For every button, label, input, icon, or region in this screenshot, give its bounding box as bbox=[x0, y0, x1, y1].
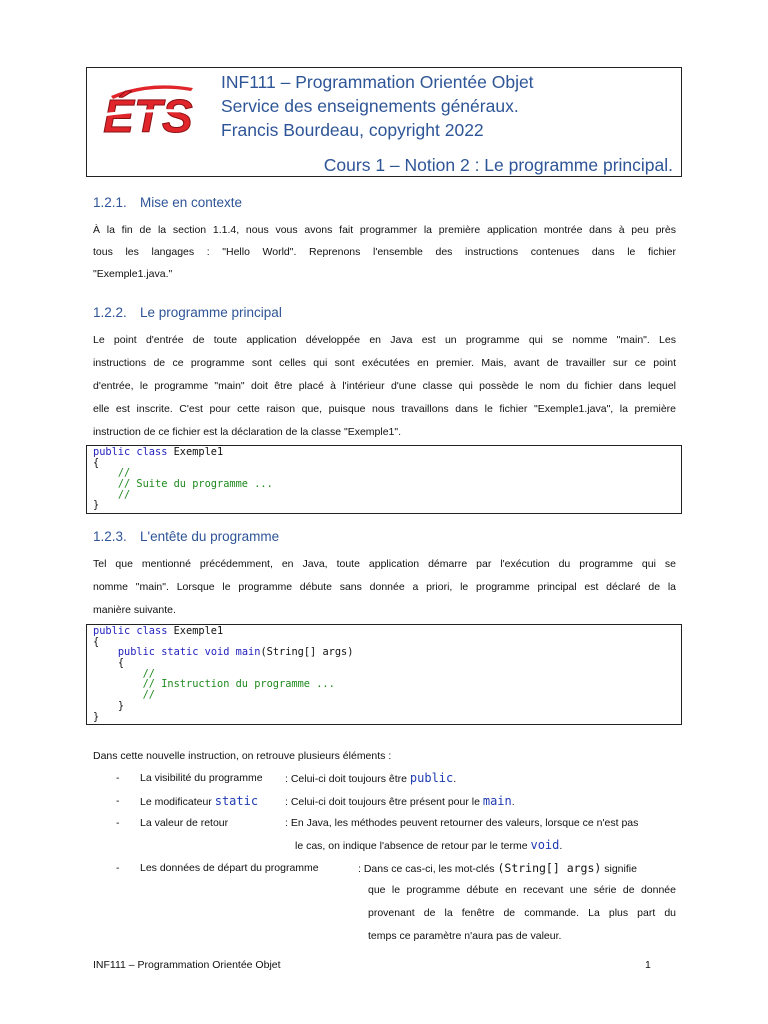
paragraph-line: nomme "main". Lorsque le programme débute sans donnée a priori, le programme principal est déclaré de la bbox=[93, 581, 676, 593]
list-item-label: La visibilité du programme bbox=[140, 772, 263, 784]
section-heading-3 bbox=[93, 529, 279, 544]
list-item-text-cont: que le programme débute en recevant une série de donnée bbox=[368, 884, 676, 896]
section-number: 1.2.2. bbox=[93, 305, 127, 320]
section-number: 1.2.1. bbox=[93, 195, 127, 210]
header-box bbox=[86, 67, 682, 177]
section-heading-2 bbox=[93, 305, 282, 320]
list-item-text-cont: temps ce paramètre n'aura pas de valeur. bbox=[368, 930, 562, 942]
list-dash: - bbox=[116, 772, 120, 784]
elements-intro: Dans cette nouvelle instruction, on retrouve plusieurs éléments : bbox=[93, 750, 392, 762]
section-title: Le programme principal bbox=[140, 305, 282, 320]
list-item-text: : Celui-ci doit toujours être public. bbox=[285, 771, 457, 785]
author-line: Francis Bourdeau, copyright 2022 bbox=[221, 120, 484, 140]
paragraph-line: À la fin de la section 1.1.4, nous vous avons fait programmer la première application montrée dans à peu près bbox=[93, 224, 676, 236]
list-item-text: : Dans ce cas-ci, les mot-clés (String[] args) signifie bbox=[358, 861, 637, 875]
paragraph-line: Tel que mentionné précédemment, en Java, toute application démarre par l'exécution du programme qui se bbox=[93, 558, 676, 570]
section-number: 1.2.3. bbox=[93, 529, 127, 544]
code-block-class: public class Exemple1 { // // Suite du programme ... // } bbox=[86, 445, 682, 514]
ets-logo bbox=[93, 78, 203, 142]
list-dash: - bbox=[116, 795, 120, 807]
footer-course: INF111 – Programmation Orientée Objet bbox=[93, 959, 281, 971]
list-item-text: : Celui-ci doit toujours être présent pour le main. bbox=[285, 794, 515, 808]
list-dash: - bbox=[116, 862, 120, 874]
list-item-text-cont: le cas, on indique l'absence de retour par le terme void. bbox=[295, 838, 563, 852]
service-line: Service des enseignements généraux. bbox=[221, 96, 519, 116]
logo-text: ÉTS bbox=[103, 90, 193, 142]
section-title: L'entête du programme bbox=[140, 529, 280, 544]
lesson-subtitle: Cours 1 – Notion 2 : Le programme principal. bbox=[323, 155, 673, 175]
list-item-text: : En Java, les méthodes peuvent retourner des valeurs, lorsque ce n'est pas bbox=[285, 817, 639, 829]
page-number: 1 bbox=[645, 959, 651, 971]
paragraph-line: instructions de ce programme sont celles qui sont exécutées en premier. Mais, avant de travailler sur ce point bbox=[93, 357, 676, 369]
list-item-text-cont: provenant de la fenêtre de commande. La plus part du bbox=[368, 907, 676, 919]
paragraph-line: manière suivante. bbox=[93, 604, 176, 616]
paragraph-line: tous les langages : "Hello World". Reprenons l'ensemble des instructions contenues dans le fichier bbox=[93, 246, 676, 258]
paragraph-line: d'entrée, le programme "main" doit être placé à l'intérieur d'une classe qui possède le nom du fichier dans lequel bbox=[93, 380, 676, 392]
paragraph-line: "Exemple1.java." bbox=[93, 268, 173, 280]
course-title: INF111 – Programmation Orientée Objet bbox=[221, 72, 534, 92]
paragraph-line: instruction de ce fichier est la déclaration de la classe "Exemple1". bbox=[93, 426, 402, 438]
paragraph-line: elle est inscrite. C'est pour cette raison que, puisque nous travaillons dans le fichier "Exemple1.java", la première bbox=[93, 403, 676, 415]
list-dash: - bbox=[116, 817, 120, 829]
list-item-label: La valeur de retour bbox=[140, 817, 229, 829]
list-item-label: Le modificateur static bbox=[140, 794, 259, 808]
paragraph-line: Le point d'entrée de toute application développée en Java est un programme qui se nomme "main". Les bbox=[93, 334, 676, 346]
list-item-label: Les données de départ du programme bbox=[140, 862, 319, 874]
section-heading-1 bbox=[93, 195, 242, 210]
code-block-main: public class Exemple1 { public static void main(String[] args) { // // Instruction du programme ... // } } bbox=[86, 624, 682, 725]
section-title: Mise en contexte bbox=[140, 195, 243, 210]
